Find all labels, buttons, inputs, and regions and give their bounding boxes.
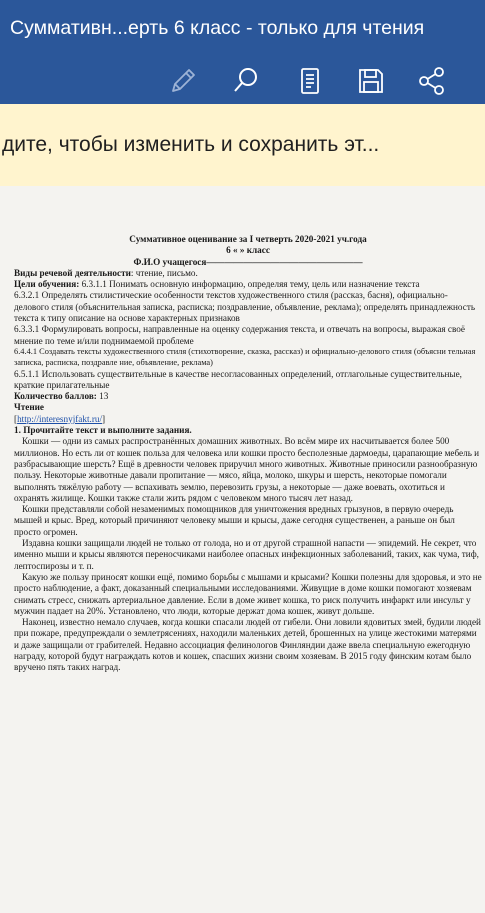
doc-goal: 6.3.3.1 Формулировать вопросы, направленные на оценку содержания текста, и отвечать на вопросы, выражая своё мнение по теме и/или поднимаемой проблеме xyxy=(14,324,465,346)
activity-label: Виды речевой деятельности xyxy=(14,267,131,278)
goals-label: Цели обучения: xyxy=(14,279,80,290)
doc-goals-first xyxy=(14,279,482,290)
document-title: Суммативн...ерть 6 класс - только для чтения xyxy=(10,17,425,39)
doc-task: 1. Прочитайте текст и выполните задания. xyxy=(14,425,192,436)
banner-text: дите, чтобы изменить и сохранить эт... xyxy=(2,133,380,156)
link-bracket-close: ] xyxy=(102,413,106,424)
score-value: 13 xyxy=(96,391,109,402)
score-label: Количество баллов: xyxy=(14,391,97,402)
goals-first: 6.3.1.1 Понимать основную информацию, определяя тему, цель или назначение текста xyxy=(79,279,420,290)
save-icon[interactable] xyxy=(354,64,388,98)
toolbar xyxy=(0,64,485,100)
doc-paragraph: Какую же пользу приносят кошки ещё, помимо борьбы с мышами и крысами? Кошки полезны для здоровья, и это не просто наблюдение, а факт, доказанный специальными исследованиями. Живущие в доме кошки помогают хозяевам снимать стресс, снижать артериальное давление. Если в доме живет кошка, то риск получить инфаркт или инсульт у мужчин падает на 20%. Установлено, что люди, которые держат дома кошек, живут дольше. xyxy=(14,571,482,616)
document-page xyxy=(14,234,482,674)
doc-paragraph: Кошки — одни из самых распространённых домашних животных. Во всём мире их насчитывается более 500 миллионов. Но есть ли от кошек польза для человека или кошки просто бесполезные дармоеды, царапающие мебель и разбрасывающие шерсть? Ещё в древности человек приручил много животных. Животные приносили разнообразную пользу. Некоторые животные давали пропитание — мясо, яйца, молоко, шкуры и шерсть, некоторые помогали выполнять тяжёлую работу — вспахивать землю, перевозить грузы, а некоторые — даже воевать, охотиться и охранять жилище. Кошки также стали жить рядом с человеком много тысяч лет назад. xyxy=(14,436,480,503)
edit-banner[interactable] xyxy=(0,104,485,186)
document-view[interactable] xyxy=(0,186,485,913)
pencil-icon[interactable] xyxy=(166,64,200,98)
doc-source xyxy=(14,414,482,425)
share-icon[interactable] xyxy=(415,64,449,98)
doc-activity xyxy=(14,268,482,279)
activity-value: : чтение, письмо. xyxy=(130,267,198,278)
doc-class-line: 6 « » класс xyxy=(226,245,270,256)
doc-goal: 6.3.2.1 Определять стилистические особенности текстов художественного стиля (рассказ, басня), официально-делового стиля (объяснительная записка, расписка; поздравление, объявление, реклама); определять принадлежность текста к типу описание на основе характерных признаков xyxy=(14,290,476,324)
doc-goal-small: 6.4.4.1 Создавать тексты художественного стиля (стихотворение, сказка, рассказ) и официально-делового стиля (объясни тельная записка, расписка, поздравле ние, объявление, реклама) xyxy=(14,346,476,367)
doc-paragraph: Издавна кошки защищали людей не только от голода, но и от другой страшной напасти — эпидемий. Не секрет, что именно мыши и крысы являются переносчиками наиболее опасных инфекционных заболеваний, таких, как чума, тиф, лептоспирозы и т. п. xyxy=(14,538,479,571)
doc-reading-heading: Чтение xyxy=(14,402,44,413)
reading-view-icon[interactable] xyxy=(293,64,327,98)
doc-score xyxy=(14,391,482,402)
app-bar xyxy=(0,0,485,104)
doc-goal-last: 6.5.1.1 Использовать существительные в качестве несогласованных определений, отглагольные существительные, краткие прилагательные xyxy=(14,368,462,390)
link-bracket-open: [ xyxy=(14,413,18,424)
doc-paragraph: Наконец, известно немало случаев, когда кошки спасали людей от гибели. Они ловили ядовитых змей, будили людей при пожаре, предупреждали о землетрясениях, находили маленьких детей, брошенных на улице жестокими матерями и даже защищали от грабителей. Недавно ассоциация фелинологов Финляндии даже ввела специальную ежегодную награду, которой будут награждать котов и кошек, спасших жизни своим хозяевам. В 2015 году финским котам было вручено пять таких наград. xyxy=(14,617,481,673)
doc-paragraph: Кошки представляли собой незаменимых помощников для уничтожения вредных грызунов, в первую очередь мышей и крыс. Вред, который причиняют человеку мыши и крысы, даже сегодня существенен, а раньше он был просто огромен. xyxy=(14,504,455,537)
doc-student-line: Ф.И.О учащегося————————————————— xyxy=(133,256,363,267)
source-link[interactable]: http://interesnyjfakt.ru/ xyxy=(17,413,103,424)
doc-title: Суммативное оценивание за I четверть 2020-2021 уч.года xyxy=(129,234,367,244)
search-icon[interactable] xyxy=(229,64,263,98)
